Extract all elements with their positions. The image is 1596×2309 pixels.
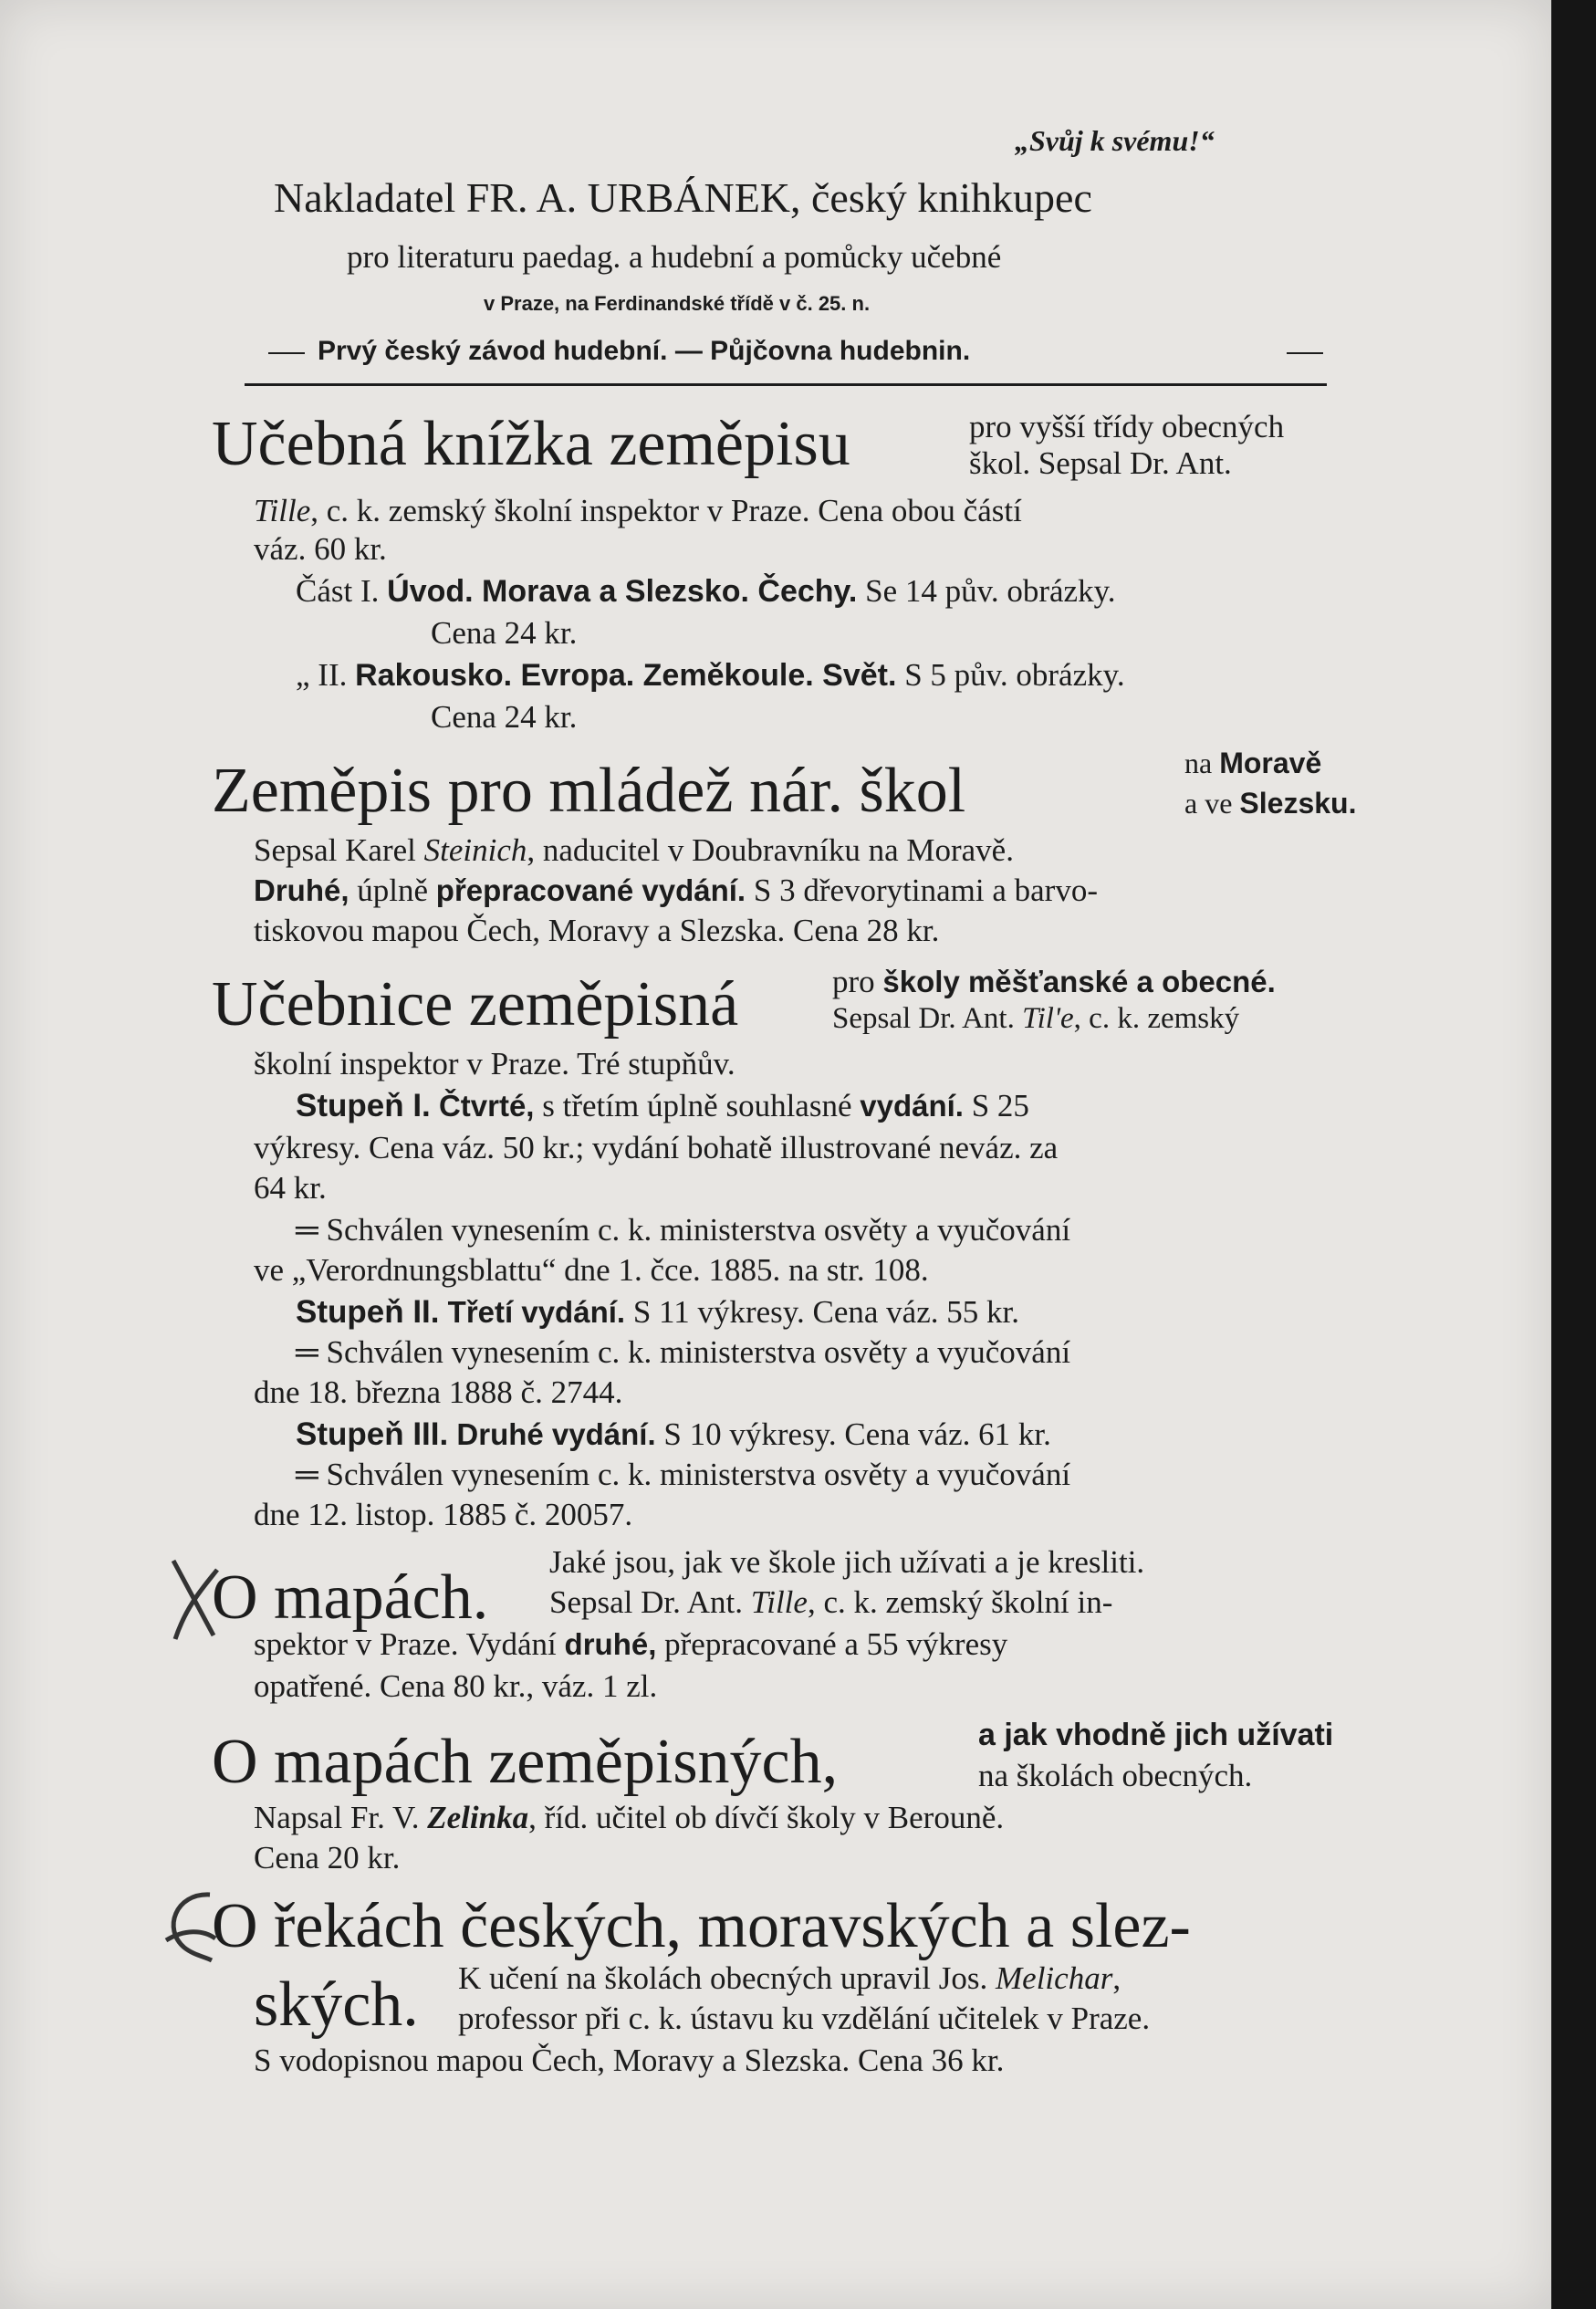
scan-border [1551, 0, 1596, 2309]
line-text: Část I. [296, 573, 388, 609]
entry-2-line-1 [254, 834, 1014, 866]
line-text: Se 14 pův. obrázky. [857, 573, 1116, 609]
publisher-address: v Praze, na Ferdinandské třídě v č. 25. n. [484, 292, 871, 315]
line-text: , říd. učitel ob dívčí školy v Berouně. [528, 1800, 1005, 1835]
edition-label: Druhé, [254, 873, 349, 907]
entry-2-side-2 [1184, 789, 1356, 818]
entry-2-line-3: tiskovou mapou Čech, Moravy a Slezska. Cena 28 kr. [254, 913, 940, 948]
entry-5-line-1 [254, 1802, 1004, 1834]
line-text: Sepsal Dr. Ant. [549, 1584, 751, 1620]
entry-6-side-1 [458, 1962, 1121, 1994]
entry-4-line-1 [254, 1628, 1007, 1660]
entry-6-line-1: S vodopisnou mapou Čech, Moravy a Slezska. Cena 36 kr. [254, 2043, 1005, 2078]
entry-1-side-2: škol. Sepsal Dr. Ant. [969, 445, 1232, 481]
entry-2-side-1 [1184, 748, 1321, 778]
line-text: pro [832, 964, 883, 999]
line-text: , c. k. zemský [1073, 1002, 1240, 1035]
entry-3-line-1: školní inspektor v Praze. Tré stupňův. [254, 1046, 735, 1081]
entry-4-side-1: Jaké jsou, jak ve škole jich užívati a je kresliti. [549, 1544, 1145, 1580]
entry-1-line-2: váz. 60 kr. [254, 531, 387, 567]
line-text: s třetím úplně souhlasné [534, 1088, 861, 1123]
entry-6-title-2: ských. [254, 1969, 419, 2040]
line-text: S 5 pův. obrázky. [896, 657, 1125, 693]
entry-1-side-1: pro vyšší třídy obecných [969, 409, 1285, 444]
entry-3-line-5: ═ Schválen vynesením c. k. ministerstva osvěty a vyučování [296, 1212, 1071, 1248]
entry-3-line-8: ═ Schválen vynesením c. k. ministerstva osvěty a vyučování [296, 1334, 1071, 1370]
entry-4-title: O mapách. [212, 1562, 489, 1633]
line-text: , c. k. zemský školní in- [807, 1584, 1113, 1620]
region-name: Moravě [1219, 747, 1322, 779]
line-text: Napsal Fr. V. [254, 1800, 428, 1835]
line-text: K učení na školách obecných upravil Jos. [458, 1960, 996, 1996]
entry-5-line-2: Cena 20 kr. [254, 1840, 401, 1875]
stage-label: Stupeň I. [296, 1088, 431, 1123]
line-text: , [1112, 1960, 1121, 1996]
line-text: na [1184, 747, 1220, 779]
line-text: Sepsal Dr. Ant. [832, 1002, 1023, 1035]
entry-3-line-12: dne 12. listop. 1885 č. 20057. [254, 1497, 633, 1532]
entry-1-title: Učebná knížka zeměpisu [212, 409, 850, 479]
line-text: přepracované a 55 výkresy [656, 1626, 1008, 1662]
line-text: úplně [349, 872, 436, 908]
entry-3-title: Učebnice zeměpisná [212, 969, 739, 1040]
publisher-tagline: Prvý český závod hudební. — Půjčovna hudebnin. [318, 336, 971, 366]
publisher-subtitle: pro literaturu paedag. a hudební a pomůcky učebné [347, 239, 1002, 275]
region-name: Slezsku. [1239, 787, 1357, 820]
line-text: spektor v Praze. Vydání [254, 1626, 565, 1662]
edition-label: Čtvrté, [430, 1089, 535, 1123]
line-text: , naducitel v Doubravníku na Moravě. [527, 832, 1014, 868]
line-text: , c. k. zemský školní inspektor v Praze. Cena obou částí [310, 493, 1022, 528]
entry-3-side-2 [832, 1004, 1239, 1034]
edition-label: přepracované vydání. [435, 873, 746, 907]
author-name: Tille [750, 1584, 808, 1620]
author-name: Zelinka [427, 1800, 529, 1835]
entry-6-title: O řekách českých, moravských a slez- [212, 1891, 1191, 1961]
entry-3-line-6: ve „Verordnungsblattu“ dne 1. čce. 1885. na str. 108. [254, 1252, 929, 1288]
entry-5-side-2: na školách obecných. [978, 1758, 1253, 1793]
header-divider [245, 383, 1327, 386]
entry-1-line-1 [254, 495, 1022, 527]
entry-1-line-4: Cena 24 kr. [431, 615, 578, 651]
entry-3-line-2 [296, 1090, 1029, 1122]
edition-label: Třetí vydání. [439, 1295, 626, 1329]
entry-2-title: Zeměpis pro mládež nár. škol [212, 756, 966, 826]
entry-1-line-3 [296, 575, 1116, 607]
line-text: S 25 [963, 1088, 1029, 1123]
entry-6-side-2: professor při c. k. ústavu ku vzdělání učitelek v Praze. [458, 2001, 1151, 2036]
entry-5-title: O mapách zeměpisných, [212, 1727, 839, 1797]
entry-3-line-7 [296, 1296, 1019, 1328]
line-text: S 10 výkresy. Cena váz. 61 kr. [655, 1416, 1051, 1452]
stage-label: Stupeň II. [296, 1294, 440, 1330]
author-name: Melichar [996, 1960, 1113, 1996]
entry-3-line-9: dne 18. března 1888 č. 2744. [254, 1374, 623, 1410]
entry-3-line-10 [296, 1418, 1051, 1450]
entry-1-line-6: Cena 24 kr. [431, 699, 578, 735]
section-title: Úvod. Morava a Slezsko. Čechy. [387, 574, 858, 609]
line-text: „ II. [296, 657, 356, 693]
entry-4-line-2: opatřené. Cena 80 kr., váz. 1 zl. [254, 1668, 658, 1704]
entry-4-side-2 [549, 1586, 1112, 1618]
entry-1-line-5 [296, 659, 1125, 691]
edition-label: Druhé vydání. [448, 1417, 656, 1451]
tagline-rule-right [1287, 352, 1323, 354]
motto: „Svůj k svému!“ [1015, 124, 1215, 157]
entry-2-line-2 [254, 874, 1098, 906]
tagline-rule-left [268, 352, 305, 354]
author-name: Til'e [1022, 1002, 1074, 1035]
section-title: Rakousko. Evropa. Zeměkoule. Svět. [355, 658, 897, 693]
stage-label: Stupeň III. [296, 1416, 449, 1452]
entry-3-line-4: 64 kr. [254, 1170, 327, 1206]
entry-3-line-3: výkresy. Cena váz. 50 kr.; vydání bohatě illustrované neváz. za [254, 1130, 1059, 1165]
line-text: a ve [1184, 787, 1240, 820]
entry-3-side-1 [832, 966, 1276, 998]
author-name: Tille [254, 493, 311, 528]
entry-5-side-1: a jak vhodně jich užívati [978, 1718, 1334, 1752]
author-name: Steinich [423, 832, 527, 868]
edition-label: vydání. [860, 1089, 964, 1123]
line-text: S 11 výkresy. Cena váz. 55 kr. [625, 1294, 1019, 1330]
entry-3-line-11: ═ Schválen vynesením c. k. ministerstva osvěty a vyučování [296, 1457, 1071, 1492]
edition-label: druhé, [564, 1627, 657, 1661]
line-text: S 3 dřevorytinami a barvo- [746, 872, 1098, 908]
school-type: školy měšťanské a obecné. [882, 965, 1276, 998]
publisher-name: Nakladatel FR. A. URBÁNEK, český knihkupec [274, 174, 1092, 221]
line-text: Sepsal Karel [254, 832, 424, 868]
